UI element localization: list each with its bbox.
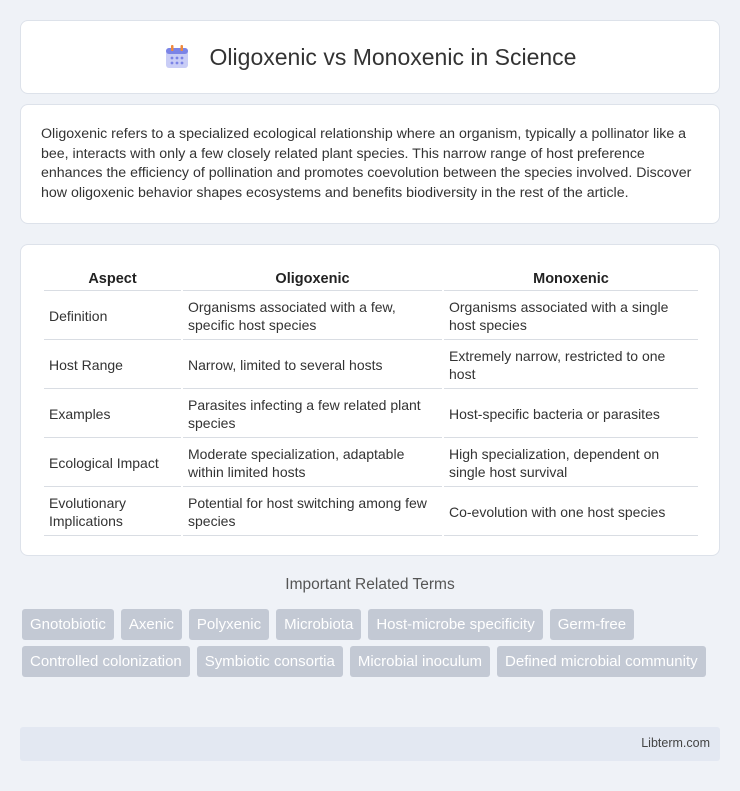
table-cell: Host Range: [44, 342, 181, 389]
page-title: Oligoxenic vs Monoxenic in Science: [209, 43, 577, 70]
table-header-row: [44, 267, 698, 291]
table-cell: Narrow, limited to several hosts: [183, 342, 442, 389]
table-row: [44, 489, 698, 536]
table-cell: Organisms associated with a few, specific host species: [183, 293, 442, 340]
table-cell: Definition: [44, 293, 181, 340]
table-cell: Organisms associated with a single host species: [444, 293, 698, 340]
table-cell: Host-specific bacteria or parasites: [444, 391, 698, 438]
page-header: [20, 20, 720, 94]
table-row: [44, 342, 698, 389]
related-term-tag[interactable]: Symbiotic consortia: [197, 646, 343, 677]
table-cell: Evolutionary Implications: [44, 489, 181, 536]
calendar-icon: [164, 44, 190, 70]
related-terms-title: Important Related Terms: [285, 576, 455, 593]
related-term-tag[interactable]: Defined microbial community: [497, 646, 706, 677]
related-term-tag[interactable]: Germ-free: [550, 609, 634, 640]
related-term-tag[interactable]: Polyxenic: [189, 609, 269, 640]
footer-site-link[interactable]: Libterm.com: [641, 736, 710, 750]
intro-section: [20, 104, 720, 224]
footer: [20, 727, 720, 761]
related-terms-list: [22, 609, 722, 683]
table-cell: Ecological Impact: [44, 440, 181, 487]
related-term-tag[interactable]: Gnotobiotic: [22, 609, 114, 640]
comparison-table-card: [20, 244, 720, 556]
related-term-tag[interactable]: Controlled colonization: [22, 646, 190, 677]
table-cell: High specialization, dependent on single host survival: [444, 440, 698, 487]
table-cell: Examples: [44, 391, 181, 438]
related-term-tag[interactable]: Axenic: [121, 609, 182, 640]
table-row: [44, 391, 698, 438]
column-header: Monoxenic: [444, 267, 698, 291]
table-cell: Extremely narrow, restricted to one host: [444, 342, 698, 389]
related-term-tag[interactable]: Microbiota: [276, 609, 361, 640]
related-term-tag[interactable]: Host-microbe specificity: [368, 609, 542, 640]
table-row: [44, 293, 698, 340]
column-header: Oligoxenic: [183, 267, 442, 291]
comparison-table: [42, 265, 700, 538]
column-header: Aspect: [44, 267, 181, 291]
intro-text: Oligoxenic refers to a specialized ecological relationship where an organism, typically a pollinator like a bee, interacts with only a few closely related plant species. This narrow range of host preference enhances the efficiency of pollination and promotes coevolution between the species involved. Discover how oligoxenic behavior shapes ecosystems and benefits biodiversity in the rest of the article.: [41, 126, 692, 201]
table-cell: Parasites infecting a few related plant species: [183, 391, 442, 438]
table-cell: Co-evolution with one host species: [444, 489, 698, 536]
table-cell: Potential for host switching among few species: [183, 489, 442, 536]
table-cell: Moderate specialization, adaptable within limited hosts: [183, 440, 442, 487]
related-term-tag[interactable]: Microbial inoculum: [350, 646, 490, 677]
table-row: [44, 440, 698, 487]
